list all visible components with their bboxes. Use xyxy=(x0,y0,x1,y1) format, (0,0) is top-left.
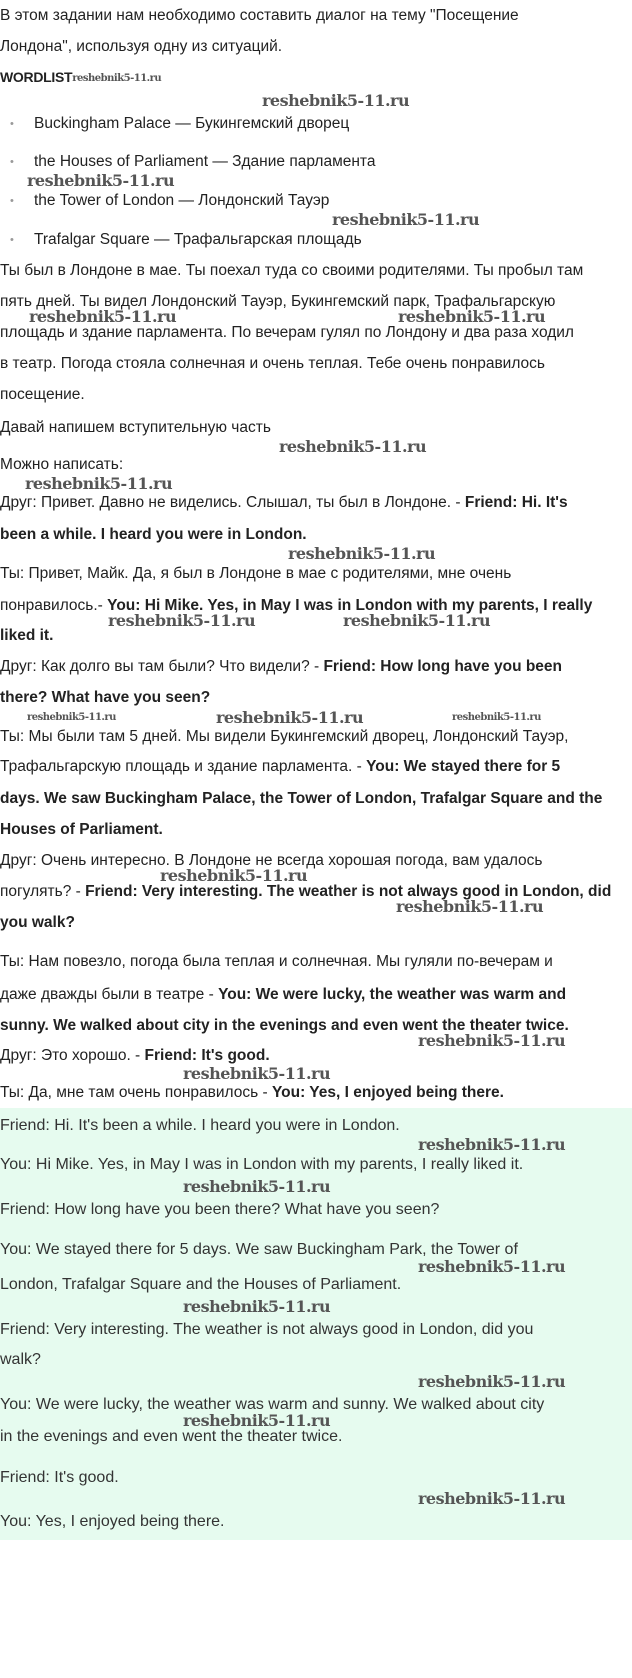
watermark: reshebnik5-11.ru xyxy=(25,474,173,493)
watermark: reshebnik5-11.ru xyxy=(72,73,162,84)
watermark: reshebnik5-11.ru xyxy=(418,1031,566,1050)
watermark: reshebnik5-11.ru xyxy=(183,1297,331,1316)
dialog-line xyxy=(0,789,602,809)
watermark: reshebnik5-11.ru xyxy=(183,1064,331,1083)
watermark: reshebnik5-11.ru xyxy=(160,866,308,885)
dialog-english: Friend: It's good. xyxy=(144,1047,270,1064)
can-write-label: Можно написать: xyxy=(0,456,124,473)
watermark: reshebnik5-11.ru xyxy=(27,171,175,190)
dialog-line xyxy=(0,952,553,972)
final-line: Friend: It's good. xyxy=(0,1469,119,1486)
dialog-russian: Друг: Очень интересно. В Лондоне не всегда хорошая погода, вам удалось xyxy=(0,852,543,869)
watermark: reshebnik5-11.ru xyxy=(183,1177,331,1196)
situation-line: в театр. Погода стояла солнечная и очень теплая. Тебе очень понравилось xyxy=(0,355,546,372)
wordlist-item: • Trafalgar Square — Трафальгарская площадь xyxy=(34,230,362,250)
watermark: reshebnik5-11.ru xyxy=(27,712,116,723)
situation-line: площадь и здание парламента. По вечерам гулял по Лондону и два раза ходил xyxy=(0,324,574,341)
final-line: Friend: Very interesting. The weather is not always good in London, did you xyxy=(0,1321,534,1338)
dialog-english: You: Yes, I enjoyed being there. xyxy=(271,1084,504,1101)
final-line: walk? xyxy=(0,1351,41,1368)
final-line: Friend: Hi. It's been a while. I heard you were in London. xyxy=(0,1117,400,1134)
dialog-russian: Друг: Привет. Давно не виделись. Слышал, ты был в Лондоне. - xyxy=(0,494,465,511)
situation-line: Ты был в Лондоне в мае. Ты поехал туда со своими родителями. Ты пробыл там xyxy=(0,262,584,279)
dialog-line xyxy=(0,1046,270,1066)
watermark: reshebnik5-11.ru xyxy=(288,544,436,563)
dialog-line xyxy=(0,727,568,747)
intro-line: Лондона", используя одну из ситуаций. xyxy=(0,38,283,55)
final-line: You: Yes, I enjoyed being there. xyxy=(0,1513,225,1530)
dialog-russian: понравилось.- xyxy=(0,597,108,614)
dialog-english: been a while. I heard you were in London. xyxy=(0,526,307,543)
wordlist-item: • the Tower of London — Лондонский Тауэр xyxy=(34,191,329,211)
dialog-english: sunny. We walked about city in the evenings and even went the theater twice. xyxy=(0,1017,569,1034)
dialog-line xyxy=(0,596,592,616)
dialog-line xyxy=(0,657,562,677)
final-line: You: We were lucky, the weather was warm and sunny. We walked about city xyxy=(0,1396,545,1413)
final-line: London, Trafalgar Square and the Houses of Parliament. xyxy=(0,1276,402,1293)
watermark: reshebnik5-11.ru xyxy=(343,611,491,630)
dialog-english: You: We were lucky, the weather was warm and xyxy=(218,986,567,1003)
dialog-english: liked it. xyxy=(0,627,54,644)
watermark: reshebnik5-11.ru xyxy=(418,1489,566,1508)
dialog-line xyxy=(0,757,560,777)
watermark: reshebnik5-11.ru xyxy=(108,611,256,630)
wordlist-heading xyxy=(0,67,161,90)
dialog-line xyxy=(0,626,53,646)
dialog-russian: Ты: Нам повезло, погода была теплая и солнечная. Мы гуляли по-вечерам и xyxy=(0,953,553,970)
dialog-line xyxy=(0,820,163,840)
final-line: Friend: How long have you been there? What have you seen? xyxy=(0,1201,440,1218)
intro-part-label: Давай напишем вступительную часть xyxy=(0,419,271,436)
dialog-russian: погулять? - xyxy=(0,883,86,900)
final-line: You: Hi Mike. Yes, in May I was in London with my parents, I really liked it. xyxy=(0,1156,524,1173)
watermark: reshebnik5-11.ru xyxy=(216,708,364,727)
dialog-line xyxy=(0,525,307,545)
watermark: reshebnik5-11.ru xyxy=(418,1372,566,1391)
wordlist-item: • the Houses of Parliament — Здание парламента xyxy=(34,152,375,172)
dialog-english: Friend: Very interesting. The weather is not always good in London, did xyxy=(85,883,612,900)
watermark: reshebnik5-11.ru xyxy=(452,712,541,723)
dialog-english: days. We saw Buckingham Palace, the Tower of London, Trafalgar Square and the xyxy=(0,790,603,807)
dialog-english: there? What have you seen? xyxy=(0,689,211,706)
dialog-english: Friend: Hi. It's xyxy=(464,494,568,511)
final-line: You: We stayed there for 5 days. We saw Buckingham Park, the Tower of xyxy=(0,1241,518,1258)
situation-line: пять дней. Ты видел Лондонский Тауэр, Букингемский парк, Трафальгарскую xyxy=(0,293,556,310)
dialog-russian: Друг: Как долго вы там были? Что видели? - xyxy=(0,658,324,675)
watermark: reshebnik5-11.ru xyxy=(396,897,544,916)
wordlist-title: WORDLIST xyxy=(0,69,73,85)
watermark: reshebnik5-11.ru xyxy=(279,437,427,456)
dialog-line xyxy=(0,913,75,933)
watermark: reshebnik5-11.ru xyxy=(262,91,410,110)
dialog-russian: Ты: Мы были там 5 дней. Мы видели Букингемский дворец, Лондонский Тауэр, xyxy=(0,728,569,745)
dialog-line xyxy=(0,1083,504,1103)
watermark: reshebnik5-11.ru xyxy=(183,1411,331,1430)
dialog-english: Houses of Parliament. xyxy=(0,821,163,838)
dialog-russian: даже дважды были в театре - xyxy=(0,986,219,1003)
watermark: reshebnik5-11.ru xyxy=(418,1257,566,1276)
dialog-russian: Друг: Это хорошо. - xyxy=(0,1047,145,1064)
dialog-russian: Ты: Да, мне там очень понравилось - xyxy=(0,1084,272,1101)
dialog-russian: Трафальгарскую площадь и здание парламента. - xyxy=(0,758,367,775)
situation-line: посещение. xyxy=(0,386,85,403)
watermark: reshebnik5-11.ru xyxy=(418,1135,566,1154)
dialog-russian: Ты: Привет, Майк. Да, я был в Лондоне в мае с родителями, мне очень xyxy=(0,565,512,582)
dialog-line xyxy=(0,564,511,584)
dialog-english: Friend: How long have you been xyxy=(323,658,563,675)
dialog-english: You: Hi Mike. Yes, in May I was in London with my parents, I really xyxy=(107,597,593,614)
intro-line: В этом задании нам необходимо составить диалог на тему "Посещение xyxy=(0,7,519,24)
dialog-english: You: We stayed there for 5 xyxy=(366,758,561,775)
watermark: reshebnik5-11.ru xyxy=(29,307,177,326)
watermark: reshebnik5-11.ru xyxy=(398,307,546,326)
wordlist-item: • Buckingham Palace — Букингемский дворец xyxy=(34,114,349,134)
watermark: reshebnik5-11.ru xyxy=(332,210,480,229)
dialog-line xyxy=(0,493,568,513)
final-line: in the evenings and even went the theater twice. xyxy=(0,1428,343,1445)
dialog-line xyxy=(0,985,566,1005)
dialog-english: you walk? xyxy=(0,914,75,931)
dialog-line xyxy=(0,688,210,708)
